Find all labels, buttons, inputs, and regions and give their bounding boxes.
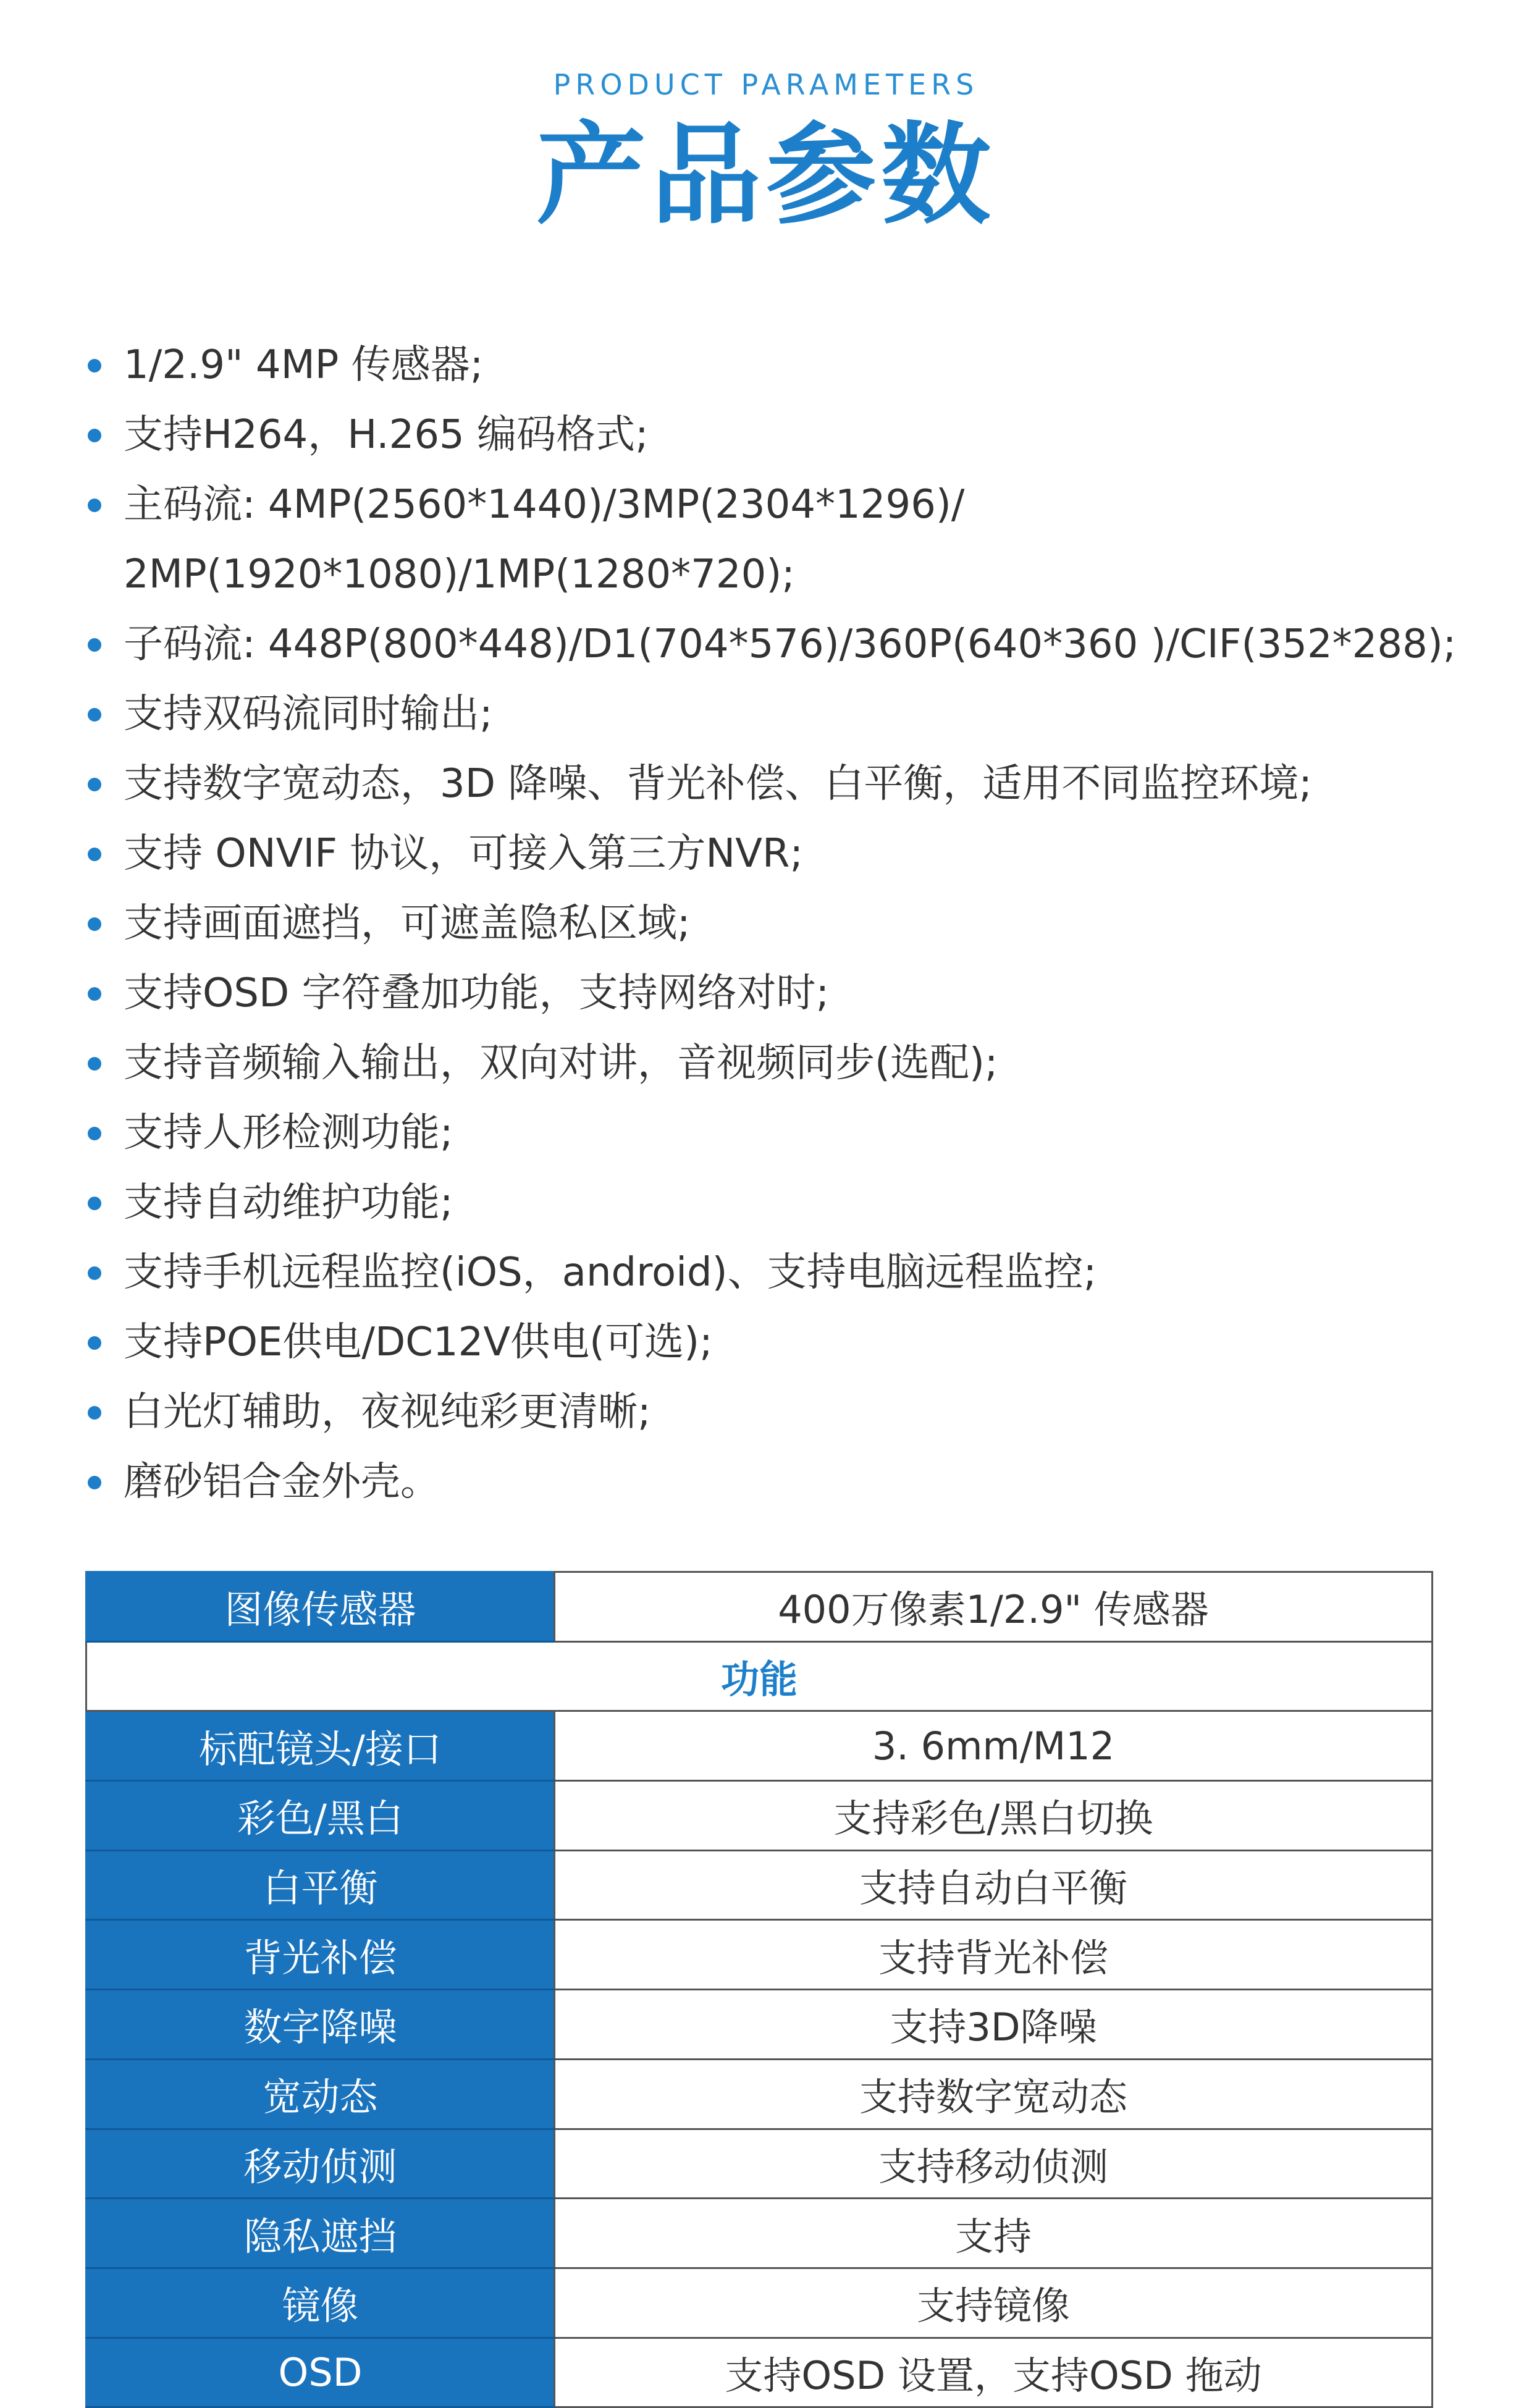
table-row: [86, 2129, 1433, 2199]
spec-label: 镜像: [86, 2268, 555, 2338]
bullet-icon: [88, 1266, 101, 1280]
spec-value: 400万像素1/2.9" 传感器: [555, 1572, 1433, 1642]
table-row: [86, 1711, 1433, 1781]
table-row: [86, 1572, 1433, 1642]
header: [0, 62, 1532, 237]
bullet-icon: [88, 429, 101, 442]
feature-item: [85, 1378, 1506, 1447]
bullet-icon: [88, 1127, 101, 1140]
feature-text: 支持POE供电/DC12V供电(可选);: [124, 1320, 713, 1365]
feature-item: [85, 819, 1506, 889]
feature-text: 2MP(1920*1080)/1MP(1280*720);: [124, 552, 795, 597]
feature-text: 磨砂铝合金外壳。: [124, 1459, 440, 1505]
spec-label: 白平衡: [86, 1850, 555, 1920]
feature-text: 支持自动维护功能;: [124, 1180, 453, 1226]
feature-text: 支持OSD 字符叠加功能，支持网络对时;: [124, 970, 830, 1016]
spec-label: 图像传感器: [86, 1572, 555, 1642]
spec-label: OSD: [86, 2338, 555, 2407]
feature-text: 1/2.9" 4MP 传感器;: [124, 342, 484, 388]
feature-item: [85, 330, 1506, 400]
feature-item: [85, 1098, 1506, 1168]
bullet-icon: [88, 1476, 101, 1489]
bullet-icon: [88, 848, 101, 861]
feature-text: 支持人形检测功能;: [124, 1110, 453, 1156]
spec-label: 移动侦测: [86, 2129, 555, 2199]
spec-label: 背光补偿: [86, 1920, 555, 1990]
feature-item: [85, 1029, 1506, 1098]
table-row: [86, 1781, 1433, 1851]
table-row: [86, 2199, 1433, 2268]
spec-value: 支持移动侦测: [555, 2129, 1433, 2199]
feature-item: [85, 959, 1506, 1029]
spec-label: 宽动态: [86, 2059, 555, 2129]
feature-text: 支持音频输入输出，双向对讲，音视频同步(选配);: [124, 1040, 998, 1086]
feature-item: [85, 680, 1506, 749]
spec-value: 支持自动白平衡: [555, 1850, 1433, 1920]
spec-label: 彩色/黑白: [86, 1781, 555, 1851]
feature-item: [85, 400, 1506, 470]
bullet-icon: [88, 1057, 101, 1071]
feature-text: 子码流: 448P(800*448)/D1(704*576)/360P(640*360 )/CIF(352*288);: [124, 621, 1457, 667]
feature-item: [85, 1447, 1506, 1517]
feature-text: 支持画面遮挡，可遮盖隐私区域;: [124, 901, 691, 946]
spec-value: 支持3D降噪: [555, 1990, 1433, 2060]
table-row: [86, 1641, 1433, 1711]
bullet-icon: [88, 778, 101, 791]
bullet-icon: [88, 638, 101, 652]
feature-item: [85, 1308, 1506, 1378]
bullet-icon: [88, 359, 101, 373]
table-row: [86, 2268, 1433, 2338]
spec-value: 支持镜像: [555, 2268, 1433, 2338]
spec-value: 支持OSD 设置，支持OSD 拖动: [555, 2338, 1433, 2407]
feature-item: [85, 749, 1506, 819]
feature-item: [85, 470, 1506, 610]
spec-table: [85, 1571, 1433, 2408]
spec-value: 3. 6mm/M12: [555, 1711, 1433, 1781]
feature-text: 支持H264，H.265 编码格式;: [124, 412, 649, 458]
bullet-icon: [88, 1406, 101, 1420]
spec-value: 支持彩色/黑白切换: [555, 1781, 1433, 1851]
feature-item: [85, 610, 1506, 680]
feature-item: [85, 889, 1506, 959]
bullet-icon: [88, 1197, 101, 1210]
spec-value: 支持: [555, 2199, 1433, 2268]
feature-item: [85, 1168, 1506, 1238]
table-row: [86, 2059, 1433, 2129]
section-heading: 功能: [86, 1641, 1433, 1711]
feature-text: 白光灯辅助，夜视纯彩更清晰;: [124, 1389, 651, 1435]
feature-text: 支持双码流同时输出;: [124, 691, 493, 737]
feature-item: [85, 1238, 1506, 1308]
spec-label: 标配镜头/接口: [86, 1711, 555, 1781]
page-subtitle: PRODUCT PARAMETERS: [553, 68, 979, 101]
table-row: [86, 1850, 1433, 1920]
table-row: [86, 2338, 1433, 2407]
page-title: 产品参数: [536, 111, 996, 239]
table-row: [86, 1920, 1433, 1990]
bullet-icon: [88, 917, 101, 931]
bullet-icon: [88, 499, 101, 512]
bullet-icon: [88, 987, 101, 1001]
spec-value: 支持背光补偿: [555, 1920, 1433, 1990]
feature-text: 支持手机远程监控(iOS，android)、支持电脑远程监控;: [124, 1250, 1097, 1295]
bullet-icon: [88, 708, 101, 722]
feature-text: 支持 ONVIF 协议，可接入第三方NVR;: [124, 831, 804, 877]
table-row: [86, 1990, 1433, 2060]
spec-label: 数字降噪: [86, 1990, 555, 2060]
spec-value: 支持数字宽动态: [555, 2059, 1433, 2129]
bullet-icon: [88, 1336, 101, 1350]
spec-label: 隐私遮挡: [86, 2199, 555, 2268]
feature-text: 支持数字宽动态，3D 降噪、背光补偿、白平衡，适用不同监控环境;: [124, 761, 1312, 807]
feature-list: [85, 330, 1506, 1517]
feature-text: 主码流: 4MP(2560*1440)/3MP(2304*1296)/: [124, 482, 965, 528]
